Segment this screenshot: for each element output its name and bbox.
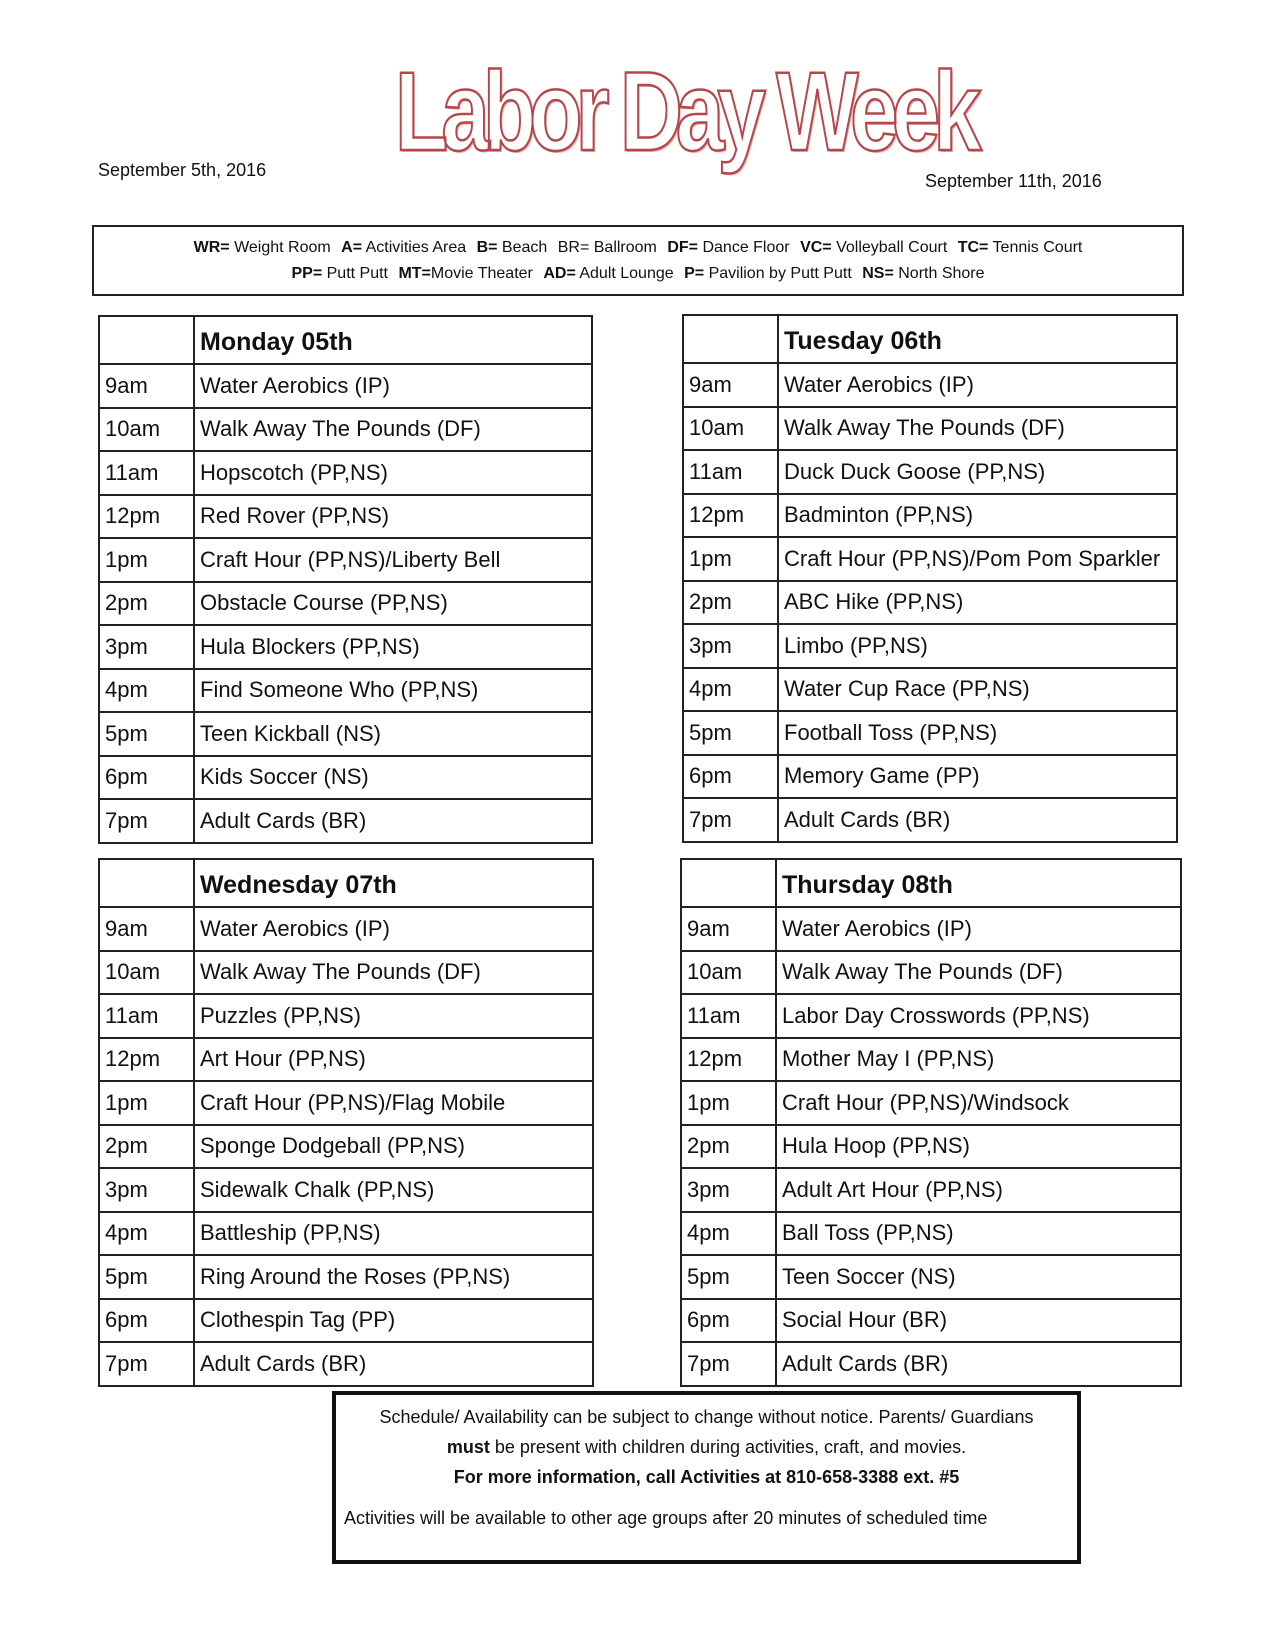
legend-text: Activities Area	[362, 239, 467, 256]
activity-cell: Teen Kickball (NS)	[194, 712, 592, 756]
table-row	[681, 907, 1181, 951]
legend-text: Pavilion by Putt Putt	[704, 265, 852, 282]
time-cell: 7pm	[99, 1342, 194, 1386]
time-cell: 4pm	[99, 1212, 194, 1256]
time-cell: 7pm	[683, 798, 778, 842]
activity-cell: Walk Away The Pounds (DF)	[778, 407, 1177, 451]
table-row	[99, 799, 592, 843]
schedule-table-tuesday	[682, 314, 1178, 843]
activity-cell: ABC Hike (PP,NS)	[778, 581, 1177, 625]
table-row	[99, 408, 592, 452]
table-row	[681, 1081, 1181, 1125]
time-cell: 7pm	[99, 799, 194, 843]
time-cell: 10am	[99, 408, 194, 452]
activity-cell: Sidewalk Chalk (PP,NS)	[194, 1168, 593, 1212]
notice-line-2	[336, 1437, 1077, 1458]
time-cell: 12pm	[683, 494, 778, 538]
legend-text: BR= Ballroom	[557, 239, 657, 256]
legend-line-1	[94, 236, 1182, 260]
legend-item	[398, 265, 532, 282]
table-row	[99, 1342, 593, 1386]
legend-item	[862, 265, 984, 282]
header-time-cell	[99, 859, 194, 907]
day-title: Tuesday 06th	[778, 315, 1177, 363]
time-cell: 9am	[683, 363, 778, 407]
header-time-cell	[99, 316, 194, 364]
activity-cell: Limbo (PP,NS)	[778, 624, 1177, 668]
table-row	[683, 798, 1177, 842]
time-cell: 12pm	[681, 1038, 776, 1082]
day-title: Thursday 08th	[776, 859, 1181, 907]
time-cell: 4pm	[683, 668, 778, 712]
legend-item	[684, 265, 852, 282]
legend-code: DF=	[667, 239, 699, 256]
activity-cell: Clothespin Tag (PP)	[194, 1299, 593, 1343]
table-row	[681, 994, 1181, 1038]
legend-item	[194, 239, 331, 256]
legend-code: AD=	[543, 265, 576, 282]
legend-item	[291, 265, 388, 282]
table-row	[683, 755, 1177, 799]
time-cell: 12pm	[99, 495, 194, 539]
table-row	[681, 1299, 1181, 1343]
activity-cell: Adult Art Hour (PP,NS)	[776, 1168, 1181, 1212]
table-row	[681, 1212, 1181, 1256]
table-row	[99, 625, 592, 669]
activity-cell: Water Cup Race (PP,NS)	[778, 668, 1177, 712]
activity-cell: Teen Soccer (NS)	[776, 1255, 1181, 1299]
table-row	[99, 538, 592, 582]
notice-box	[332, 1391, 1081, 1564]
time-cell: 3pm	[681, 1168, 776, 1212]
activity-cell: Football Toss (PP,NS)	[778, 711, 1177, 755]
activity-cell: Water Aerobics (IP)	[194, 907, 593, 951]
time-cell: 2pm	[681, 1125, 776, 1169]
day-header-row	[99, 316, 592, 364]
time-cell: 3pm	[683, 624, 778, 668]
start-date: September 5th, 2016	[98, 160, 267, 180]
time-cell: 5pm	[683, 711, 778, 755]
table-row	[683, 624, 1177, 668]
legend-code: WR=	[193, 239, 230, 256]
table-row	[99, 712, 592, 756]
table-row	[99, 756, 592, 800]
time-cell: 2pm	[99, 582, 194, 626]
activity-cell: Sponge Dodgeball (PP,NS)	[194, 1125, 593, 1169]
time-cell: 1pm	[683, 537, 778, 581]
table-row	[99, 1125, 593, 1169]
table-row	[99, 495, 592, 539]
time-cell: 3pm	[99, 1168, 194, 1212]
activity-cell: Water Aerobics (IP)	[776, 907, 1181, 951]
table-row	[683, 537, 1177, 581]
table-row	[99, 1299, 593, 1343]
legend-item	[558, 239, 657, 256]
legend-code: A=	[341, 239, 363, 256]
activity-cell: Hula Blockers (PP,NS)	[194, 625, 592, 669]
activity-cell: Ring Around the Roses (PP,NS)	[194, 1255, 593, 1299]
notice-line-1: Schedule/ Availability can be subject to change without notice. Parents/ Guardians	[379, 1407, 1034, 1427]
activity-cell: Puzzles (PP,NS)	[194, 994, 593, 1038]
time-cell: 7pm	[681, 1342, 776, 1386]
schedule-table-monday	[98, 315, 593, 844]
activity-cell: Walk Away The Pounds (DF)	[776, 951, 1181, 995]
time-cell: 5pm	[99, 712, 194, 756]
activity-cell: Walk Away The Pounds (DF)	[194, 951, 593, 995]
table-row	[681, 1168, 1181, 1212]
legend-code: NS=	[862, 265, 894, 282]
legend-line-2	[94, 262, 1182, 286]
legend-item	[543, 265, 673, 282]
legend-item	[477, 239, 548, 256]
table-row	[681, 1342, 1181, 1386]
legend-code: VC=	[800, 239, 832, 256]
legend-item	[958, 239, 1083, 256]
activity-cell: Hopscotch (PP,NS)	[194, 451, 592, 495]
table-row	[683, 668, 1177, 712]
time-cell: 10am	[681, 951, 776, 995]
table-row	[99, 582, 592, 626]
schedule-table-thursday	[680, 858, 1182, 1387]
time-cell: 1pm	[99, 1081, 194, 1125]
location-legend	[92, 225, 1184, 296]
legend-item	[667, 239, 789, 256]
day-title: Monday 05th	[194, 316, 592, 364]
table-row	[683, 581, 1177, 625]
time-cell: 6pm	[683, 755, 778, 799]
legend-text: Putt Putt	[322, 265, 388, 282]
table-row	[683, 450, 1177, 494]
table-row	[681, 1125, 1181, 1169]
notice-line-4: Activities will be available to other age groups after 20 minutes of scheduled time	[344, 1508, 988, 1528]
legend-text: Movie Theater	[430, 265, 533, 282]
activity-cell: Badminton (PP,NS)	[778, 494, 1177, 538]
activity-cell: Craft Hour (PP,NS)/Windsock	[776, 1081, 1181, 1125]
activity-cell: Water Aerobics (IP)	[194, 364, 592, 408]
notice-contact: For more information, call Activities at 810-658-3388 ext. #5	[453, 1467, 960, 1487]
table-row	[99, 1212, 593, 1256]
activity-cell: Adult Cards (BR)	[776, 1342, 1181, 1386]
time-cell: 11am	[683, 450, 778, 494]
table-row	[681, 1255, 1181, 1299]
time-cell: 11am	[681, 994, 776, 1038]
notice-must: must	[446, 1437, 490, 1457]
legend-code: PP=	[291, 265, 323, 282]
legend-text: Volleyball Court	[831, 239, 948, 256]
day-header-row	[681, 859, 1181, 907]
time-cell: 5pm	[681, 1255, 776, 1299]
legend-text: Beach	[497, 239, 548, 256]
legend-item	[800, 239, 947, 256]
time-cell: 10am	[99, 951, 194, 995]
time-cell: 10am	[683, 407, 778, 451]
time-cell: 9am	[99, 907, 194, 951]
legend-code: B=	[476, 239, 498, 256]
table-row	[99, 1081, 593, 1125]
time-cell: 4pm	[681, 1212, 776, 1256]
legend-text: North Shore	[893, 265, 985, 282]
activity-cell: Social Hour (BR)	[776, 1299, 1181, 1343]
table-row	[683, 407, 1177, 451]
activity-cell: Mother May I (PP,NS)	[776, 1038, 1181, 1082]
table-row	[681, 951, 1181, 995]
table-row	[683, 494, 1177, 538]
time-cell: 6pm	[99, 1299, 194, 1343]
activity-cell: Water Aerobics (IP)	[778, 363, 1177, 407]
legend-text: Tennis Court	[988, 239, 1083, 256]
activity-cell: Find Someone Who (PP,NS)	[194, 669, 592, 713]
table-row	[99, 951, 593, 995]
activity-cell: Craft Hour (PP,NS)/Flag Mobile	[194, 1081, 593, 1125]
activity-cell: Duck Duck Goose (PP,NS)	[778, 450, 1177, 494]
activity-cell: Red Rover (PP,NS)	[194, 495, 592, 539]
activity-cell: Kids Soccer (NS)	[194, 756, 592, 800]
activity-cell: Art Hour (PP,NS)	[194, 1038, 593, 1082]
activity-cell: Hula Hoop (PP,NS)	[776, 1125, 1181, 1169]
legend-item	[341, 239, 466, 256]
activity-cell: Craft Hour (PP,NS)/Pom Pom Sparkler	[778, 537, 1177, 581]
time-cell: 5pm	[99, 1255, 194, 1299]
time-cell: 6pm	[681, 1299, 776, 1343]
table-row	[99, 1038, 593, 1082]
header-time-cell	[681, 859, 776, 907]
activity-cell: Walk Away The Pounds (DF)	[194, 408, 592, 452]
legend-code: MT=	[398, 265, 431, 282]
day-header-row	[683, 315, 1177, 363]
activity-cell: Craft Hour (PP,NS)/Liberty Bell	[194, 538, 592, 582]
table-row	[681, 1038, 1181, 1082]
activity-cell: Labor Day Crosswords (PP,NS)	[776, 994, 1181, 1038]
time-cell: 3pm	[99, 625, 194, 669]
legend-text: Weight Room	[229, 239, 331, 256]
activity-cell: Adult Cards (BR)	[778, 798, 1177, 842]
time-cell: 2pm	[99, 1125, 194, 1169]
table-row	[683, 363, 1177, 407]
table-row	[99, 669, 592, 713]
table-row	[99, 907, 593, 951]
end-date: September 11th, 2016	[925, 171, 1102, 191]
legend-code: P=	[684, 265, 705, 282]
table-row	[99, 364, 592, 408]
activity-cell: Adult Cards (BR)	[194, 799, 592, 843]
time-cell: 12pm	[99, 1038, 194, 1082]
time-cell: 11am	[99, 451, 194, 495]
activity-cell: Ball Toss (PP,NS)	[776, 1212, 1181, 1256]
schedule-table-wednesday	[98, 858, 594, 1387]
time-cell: 9am	[681, 907, 776, 951]
table-row	[99, 1255, 593, 1299]
time-cell: 1pm	[681, 1081, 776, 1125]
legend-text: Adult Lounge	[575, 265, 674, 282]
activity-cell: Battleship (PP,NS)	[194, 1212, 593, 1256]
notice-line-2-rest: be present with children during activities, craft, and movies.	[489, 1437, 967, 1457]
day-title: Wednesday 07th	[194, 859, 593, 907]
activity-cell: Memory Game (PP)	[778, 755, 1177, 799]
time-cell: 2pm	[683, 581, 778, 625]
legend-text: Dance Floor	[698, 239, 790, 256]
table-row	[99, 1168, 593, 1212]
time-cell: 4pm	[99, 669, 194, 713]
table-row	[683, 711, 1177, 755]
time-cell: 11am	[99, 994, 194, 1038]
table-row	[99, 994, 593, 1038]
header-time-cell	[683, 315, 778, 363]
legend-code: TC=	[957, 239, 989, 256]
page-title: Labor Day Week	[394, 49, 975, 174]
table-row	[99, 451, 592, 495]
activity-cell: Adult Cards (BR)	[194, 1342, 593, 1386]
time-cell: 9am	[99, 364, 194, 408]
time-cell: 6pm	[99, 756, 194, 800]
time-cell: 1pm	[99, 538, 194, 582]
activity-cell: Obstacle Course (PP,NS)	[194, 582, 592, 626]
day-header-row	[99, 859, 593, 907]
